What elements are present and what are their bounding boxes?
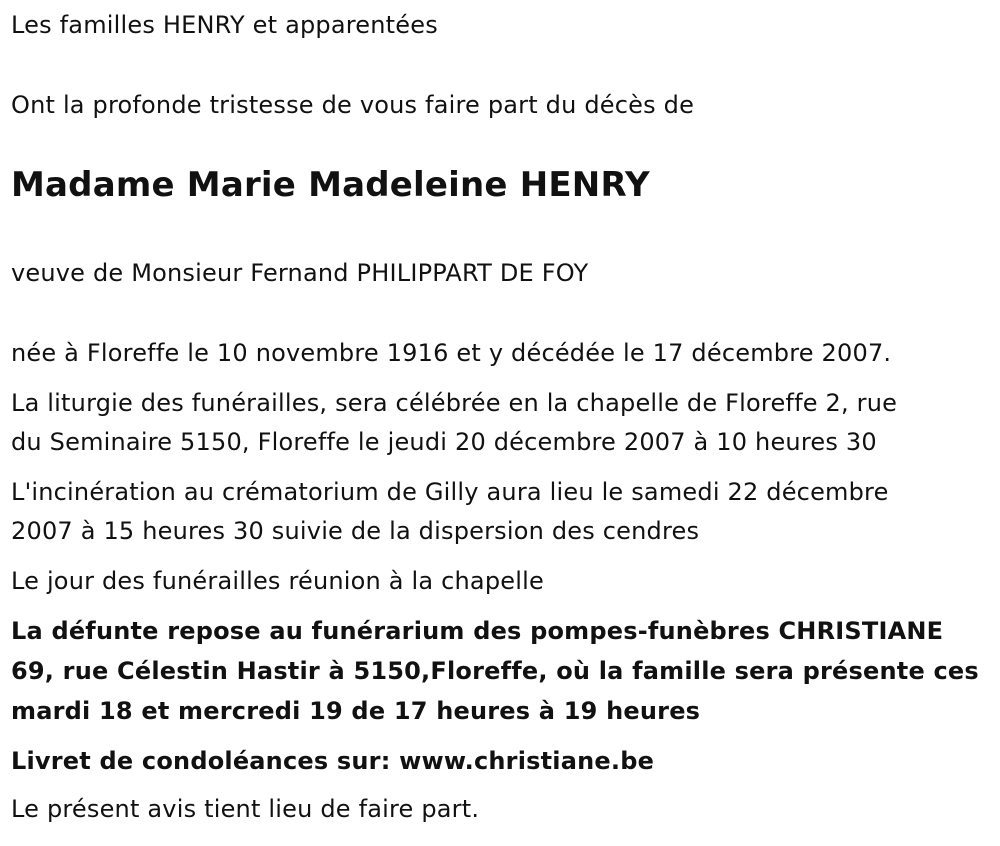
condolences-text: Livret de condoléances sur: www.christiane.be: [11, 747, 655, 775]
cremation-text-line-1: L'incinération au crématorium de Gilly aura lieu le samedi 22 décembre: [11, 478, 889, 506]
liturgy-text-line-1: La liturgie des funérailles, sera célébrée en la chapelle de Floreffe 2, rue: [11, 389, 898, 417]
widow-of-text: veuve de Monsieur Fernand PHILIPPART DE FOY: [11, 259, 589, 287]
reunion-text: Le jour des funérailles réunion à la chapelle: [11, 567, 544, 595]
closing-text: Le présent avis tient lieu de faire part.: [11, 795, 480, 823]
cremation-text-line-2: 2007 à 15 heures 30 suivie de la dispersion des cendres: [11, 517, 700, 545]
repose-text-line-1: La défunte repose au funérarium des pompes-funèbres CHRISTIANE: [11, 617, 944, 645]
repose-text-line-2: 69, rue Célestin Hastir à 5150,Floreffe, où la famille sera présente ces: [11, 657, 979, 685]
intro-text: Les familles HENRY et apparentées: [11, 11, 438, 39]
birth-death-text: née à Floreffe le 10 novembre 1916 et y décédée le 17 décembre 2007.: [11, 339, 892, 367]
liturgy-text-line-2: du Seminaire 5150, Floreffe le jeudi 20 décembre 2007 à 10 heures 30: [11, 428, 877, 456]
deceased-name: Madame Marie Madeleine HENRY: [11, 165, 650, 205]
announcement-text: Ont la profonde tristesse de vous faire part du décès de: [11, 91, 695, 119]
repose-text-line-3: mardi 18 et mercredi 19 de 17 heures à 19 heures: [11, 697, 701, 725]
